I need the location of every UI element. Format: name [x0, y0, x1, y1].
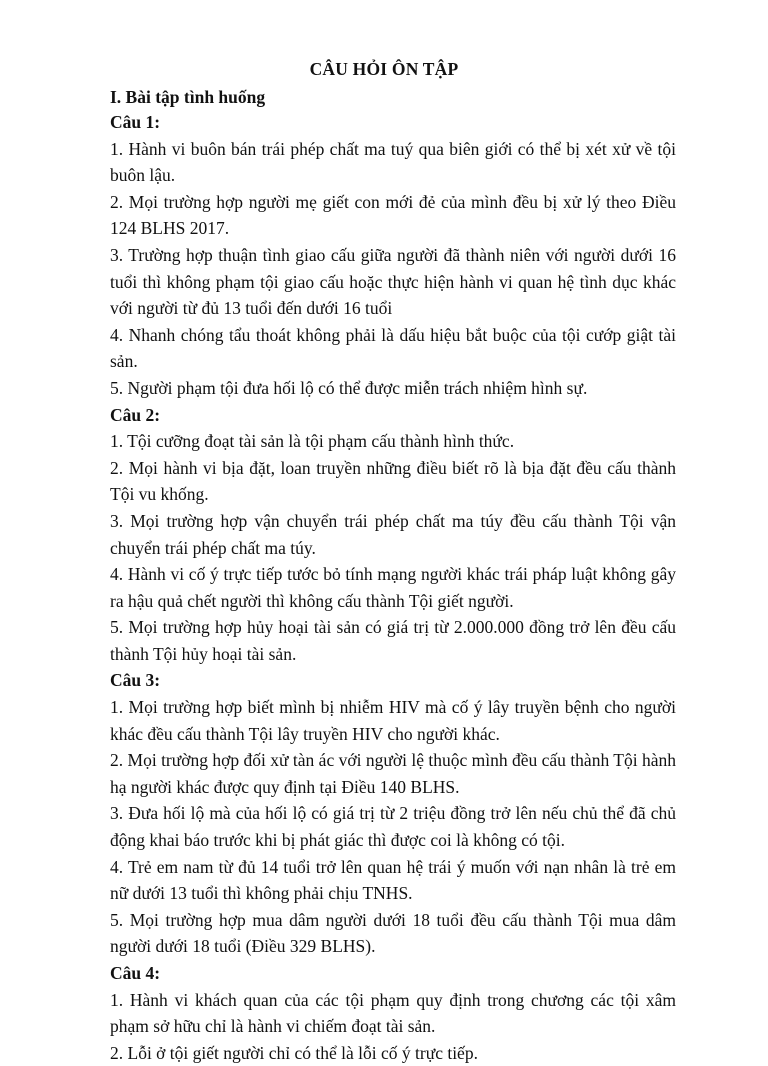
question-item: 5. Người phạm tội đưa hối lộ có thể được miễn trách nhiệm hình sự.: [110, 377, 588, 398]
document-body: [110, 109, 676, 1066]
question-item: 2. Lỗi ở tội giết người chỉ có thể là lỗi cố ý trực tiếp.: [110, 1042, 478, 1063]
question-block-3: [110, 667, 676, 960]
question-item: 4. Nhanh chóng tẩu thoát không phải là dấu hiệu bắt buộc của tội cướp giật tài sản.: [110, 324, 676, 372]
question-item: 3. Trường hợp thuận tình giao cấu giữa người đã thành niên với người dưới 16 tuổi thì không phạm tội giao cấu hoặc thực hiện hành vi quan hệ tình dục khác với người từ đủ 13 tuổi đến dưới 16 tuổi: [110, 244, 676, 319]
question-item: 3. Mọi trường hợp vận chuyển trái phép chất ma túy đều cấu thành Tội vận chuyển trái phép chất ma túy.: [110, 510, 676, 558]
question-item: 5. Mọi trường hợp hủy hoại tài sản có giá trị từ 2.000.000 đồng trở lên đều cấu thành Tội hủy hoại tài sản.: [110, 617, 676, 664]
question-item: 1. Hành vi buôn bán trái phép chất ma tuý qua biên giới có thể bị xét xử về tội buôn lậu.: [110, 138, 676, 186]
question-item: 2. Mọi hành vi bịa đặt, loan truyền những điều biết rõ là bịa đặt đều cấu thành Tội vu khống.: [110, 457, 676, 505]
question-item: 1. Mọi trường hợp biết mình bị nhiễm HIV mà cố ý lây truyền bệnh cho người khác đều cấu thành Tội lây truyền HIV cho người khác.: [110, 697, 676, 744]
question-item: 4. Hành vi cố ý trực tiếp tước bỏ tính mạng người khác trái pháp luật không gây ra hậu quả chết người thì không cấu thành Tội giết người.: [110, 564, 676, 611]
question-item: 1. Tội cưỡng đoạt tài sản là tội phạm cấu thành hình thức.: [110, 431, 515, 452]
question-item: 4. Trẻ em nam từ đủ 14 tuổi trở lên quan hệ trái ý muốn với nạn nhân là trẻ em nữ dưới 13 tuổi thì không phải chịu TNHS.: [110, 856, 676, 904]
section-heading: I. Bài tập tình huống: [110, 87, 266, 107]
document-title: CÂU HỎI ÔN TẬP: [309, 59, 459, 79]
question-item: 3. Đưa hối lộ mà của hối lộ có giá trị từ 2 triệu đồng trở lên nếu chủ thể đã chủ động khai báo trước khi bị phát giác thì được coi là không có tội.: [110, 803, 676, 851]
question-block-4: [110, 960, 676, 1066]
question-block-1: [110, 109, 676, 402]
question-item: 5. Mọi trường hợp mua dâm người dưới 18 tuổi đều cấu thành Tội mua dâm người dưới 18 tuổi (Điều 329 BLHS).: [110, 909, 676, 957]
question-heading: Câu 1:: [110, 112, 161, 132]
question-item: 2. Mọi trường hợp đối xử tàn ác với người lệ thuộc mình đều cấu thành Tội hành hạ người khác được quy định tại Điều 140 BLHS.: [110, 750, 676, 797]
question-item: 2. Mọi trường hợp người mẹ giết con mới đẻ của mình đều bị xử lý theo Điều 124 BLHS 2017.: [110, 191, 676, 239]
question-item: 1. Hành vi khách quan của các tội phạm quy định trong chương các tội xâm phạm sở hữu chỉ là hành vi chiếm đoạt tài sản.: [110, 989, 676, 1037]
question-heading: Câu 2:: [110, 404, 161, 425]
question-block-2: [110, 402, 676, 668]
question-heading: Câu 4:: [110, 963, 161, 983]
question-heading: Câu 3:: [110, 670, 161, 691]
